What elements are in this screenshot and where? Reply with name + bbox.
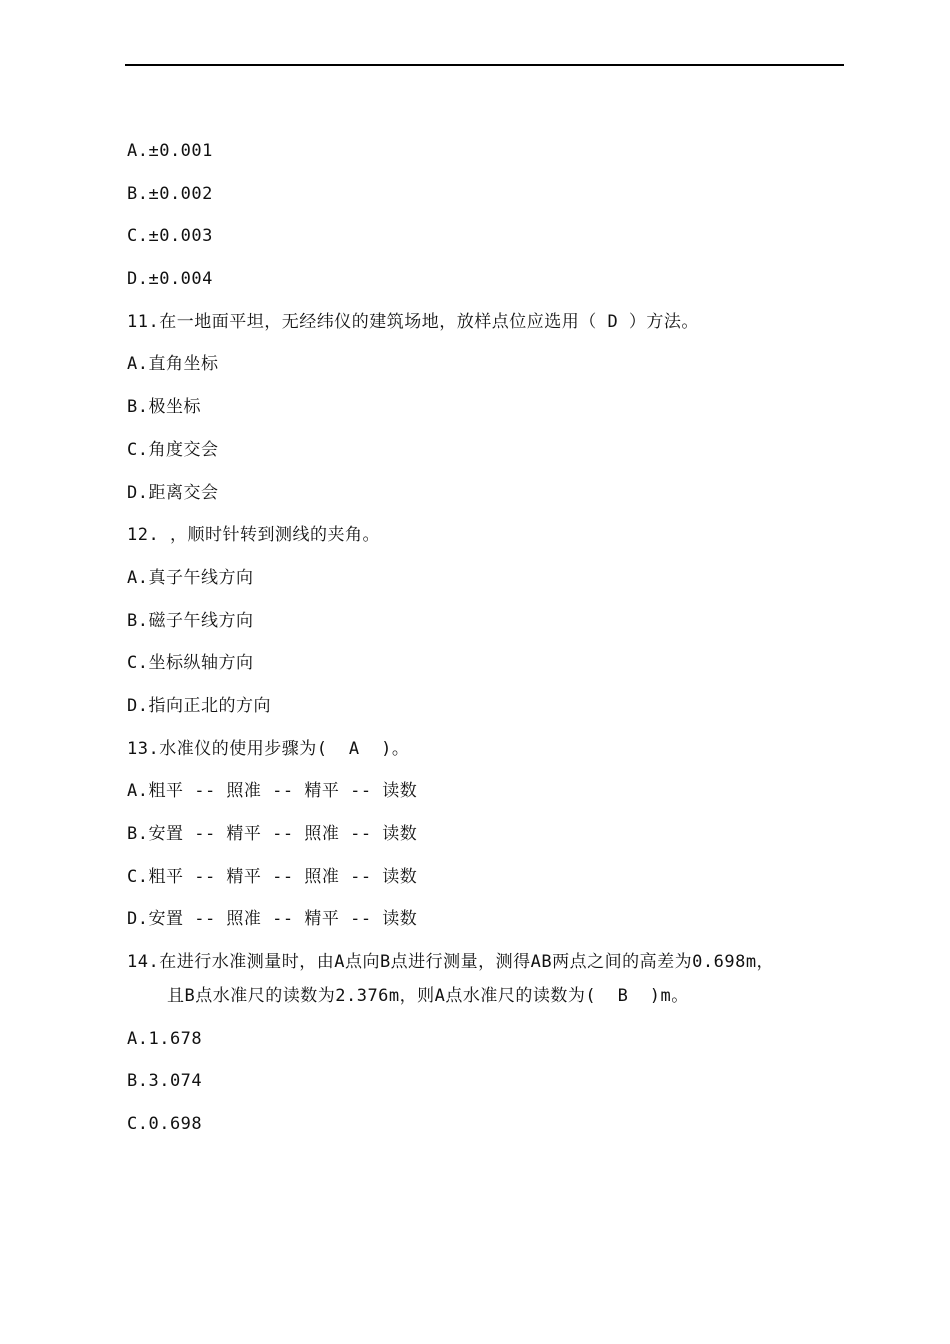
option-b-q14: B.3.074 <box>127 1071 203 1092</box>
header-rule <box>125 64 844 66</box>
option-b-q11: B.极坐标 <box>127 397 201 418</box>
option-c-q11: C.角度交会 <box>127 439 219 460</box>
option-d-q11: D.距离交会 <box>127 482 219 503</box>
option-a-q11: A.直角坐标 <box>127 354 219 375</box>
option-a-q10: A.±0.001 <box>127 141 213 161</box>
option-a-q13: A.粗平 -- 照准 -- 精平 -- 读数 <box>127 781 418 802</box>
option-a-q12: A.真子午线方向 <box>127 567 254 588</box>
option-a-q14: A.1.678 <box>127 1028 203 1049</box>
question-13: 13.水准仪的使用步骤为( A )。 <box>127 738 410 759</box>
question-12: 12. ，顺时针转到测线的夹角。 <box>127 525 380 546</box>
option-d-q10: D.±0.004 <box>127 269 213 290</box>
option-c-q14: C.0.698 <box>127 1114 203 1135</box>
option-c-q13: C.粗平 -- 精平 -- 照准 -- 读数 <box>127 866 418 887</box>
option-c-q12: C.坐标纵轴方向 <box>127 653 254 674</box>
option-d-q13: D.安置 -- 照准 -- 精平 -- 读数 <box>127 909 418 930</box>
option-b-q12: B.磁子午线方向 <box>127 610 254 631</box>
option-d-q12: D.指向正北的方向 <box>127 695 271 716</box>
option-b-q10: B.±0.002 <box>127 183 213 204</box>
question-11: 11.在一地面平坦，无经纬仪的建筑场地，放样点位应选用（ D ）方法。 <box>127 311 699 332</box>
document-body <box>127 140 847 1156</box>
option-c-q10: C.±0.003 <box>127 226 213 247</box>
question-14: 14.在进行水准测量时，由A点向B点进行测量，测得AB两点之间的高差为0.698m， <box>127 952 775 973</box>
option-b-q13: B.安置 -- 精平 -- 照准 -- 读数 <box>127 824 418 844</box>
question-14-continued: 且B点水准尺的读数为2.376m，则A点水准尺的读数为( B )m。 <box>167 986 689 1007</box>
